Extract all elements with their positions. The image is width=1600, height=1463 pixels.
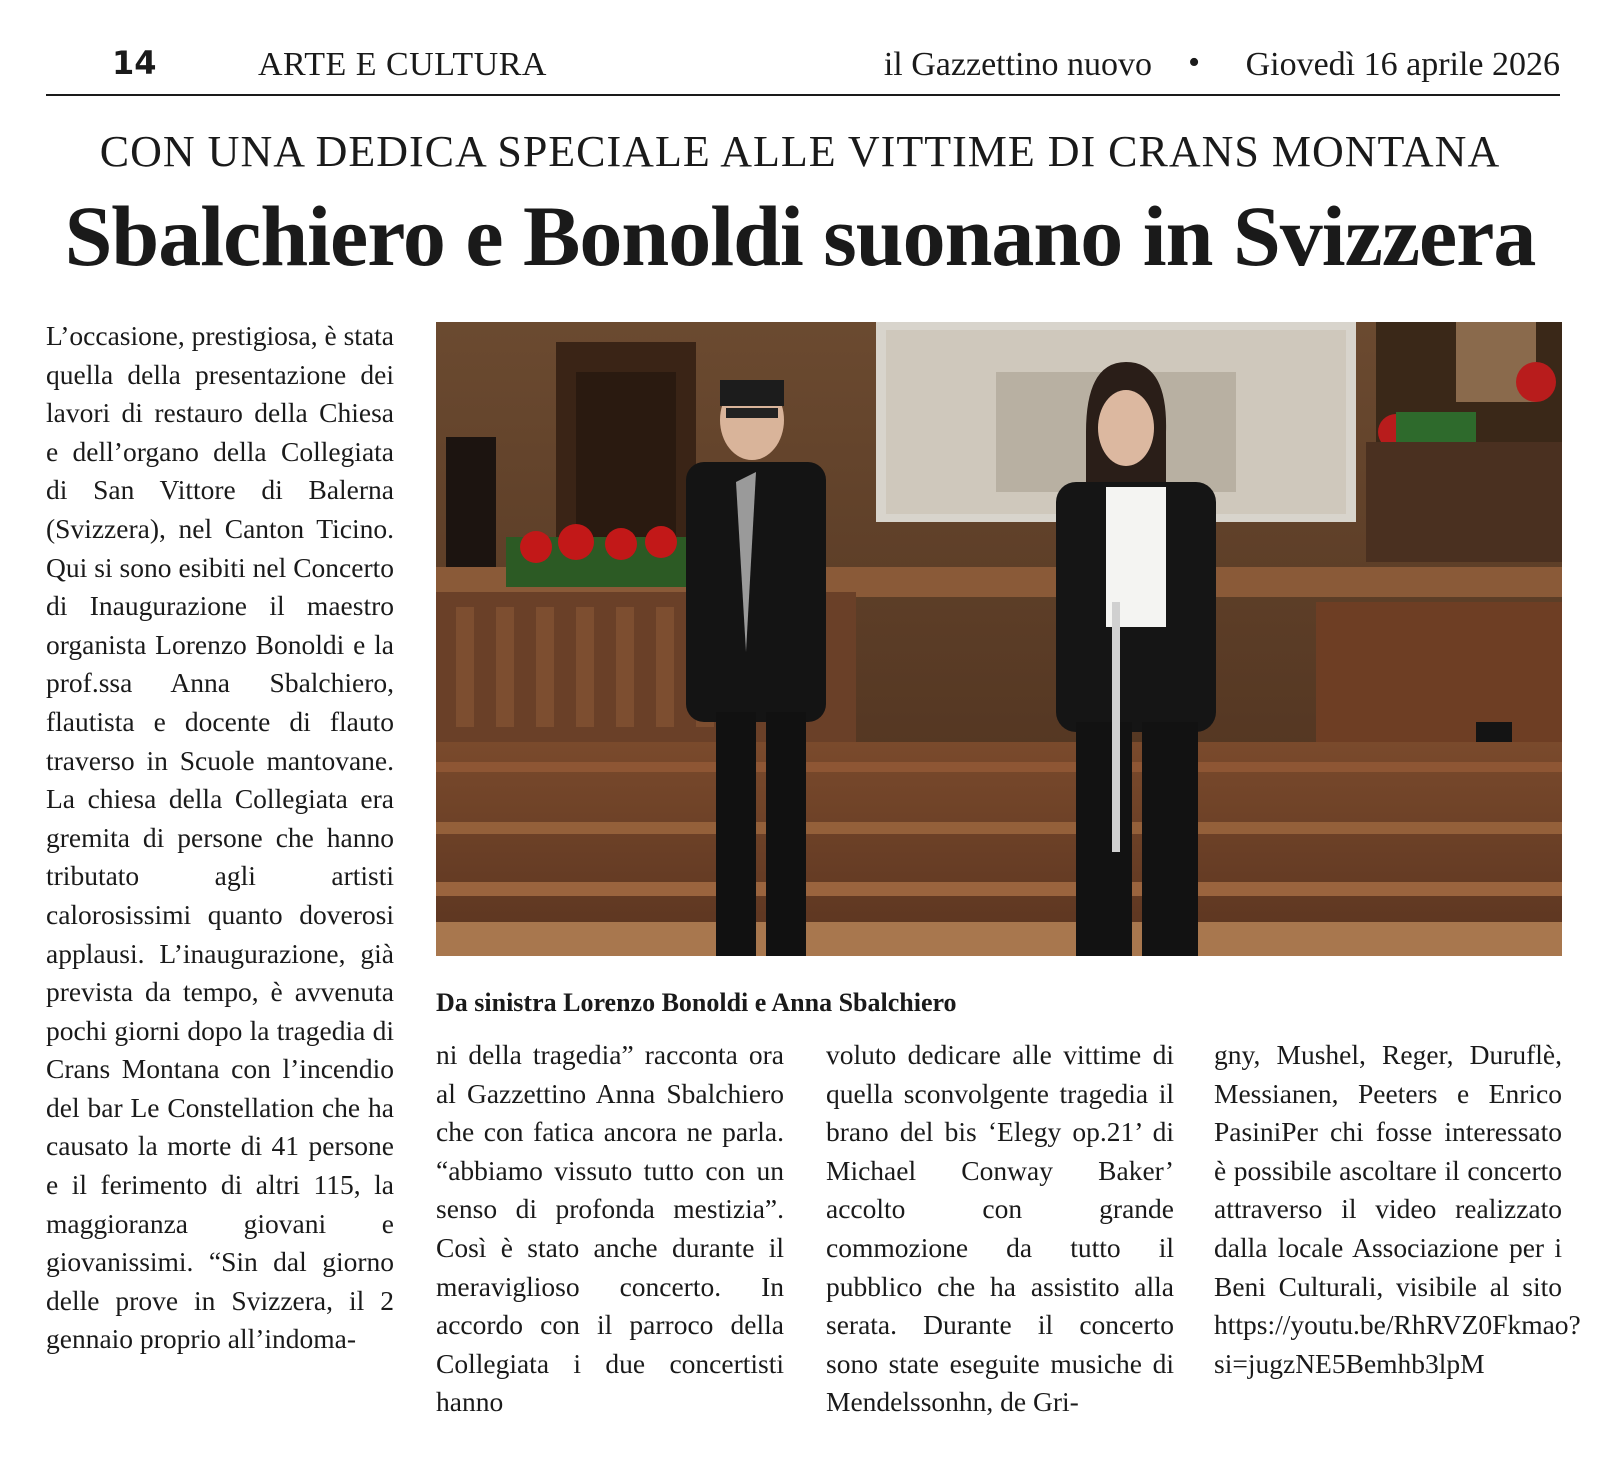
article-column-1: L’occasione, prestigiosa, è stata quella della presentazione dei lavori di restauro della Chiesa e dell’organo della Collegiata di San Vittore di Balerna (Svizzera), nel Canton Ticino. Qui si sono esibiti nel Concerto di Inaugurazione il maestro organista Lorenzo Bonoldi e la prof.ssa Anna Sbalchiero, flautista e docente di flauto traverso in Scuole mantovane. La chiesa della Collegiata era gremita di persone che hanno tributato agli artisti calorosissimi quanto doverosi applausi. L’inaugurazione, già prevista da tempo, è avvenuta pochi giorni dopo la tragedia di Crans Montana con l’incendio del bar Le Constellation che ha causato la morte di 41 persone e il ferimento di altri 115, la maggioranza giovani e giovanissimi. “Sin dal giorno delle prove in Svizzera, il 2 gennaio proprio all’indoma- <box>46 320 394 1355</box>
article-photo <box>436 322 1562 956</box>
section-title: ARTE E CULTURA <box>258 46 547 83</box>
newspaper-name: il Gazzettino nuovo <box>883 46 1152 83</box>
photo-caption: Da sinistra Lorenzo Bonoldi e Anna Sbalchiero <box>436 988 957 1017</box>
page-number: 14 <box>112 44 157 82</box>
article-column-4: gny, Mushel, Reger, Duruflè, Messianen, Peeters e Enrico PasiniPer chi fosse interessato è possibile ascoltare il concerto attraverso il video realizzato dalla locale Associazione per i Beni Culturali, visibile al sito https://youtu.be/RhRVZ0Fkmao?si=jugzNE5Bemhb3lpM <box>1214 1039 1581 1379</box>
article-headline: Sbalchiero e Bonoldi suonano in Svizzera <box>64 188 1536 284</box>
separator-dot: • <box>1188 44 1200 81</box>
header-rule <box>46 94 1560 96</box>
publication-date: Giovedì 16 aprile 2026 <box>1245 46 1560 83</box>
article-column-3: voluto dedicare alle vittime di quella sconvolgente tragedia il brano del bis ‘Elegy op.21’ di Michael Conway Baker’ accolto con grande commozione da tutto il pubblico che ha assistito alla serata. Durante il concerto sono state eseguite musiche di Mendelssonhn, de Gri- <box>826 1039 1174 1418</box>
article-kicker: CON UNA DEDICA SPECIALE ALLE VITTIME DI CRANS MONTANA <box>99 127 1501 176</box>
page-header <box>46 40 1560 92</box>
article-column-2: ni della tragedia” racconta ora al Gazzettino Anna Sbalchiero che con fatica ancora ne parla. “abbiamo vissuto tutto con un senso di profonda mestizia”. Così è stato anche durante il meraviglioso concerto. In accordo con il parroco della Collegiata i due concertisti hanno <box>436 1039 784 1418</box>
